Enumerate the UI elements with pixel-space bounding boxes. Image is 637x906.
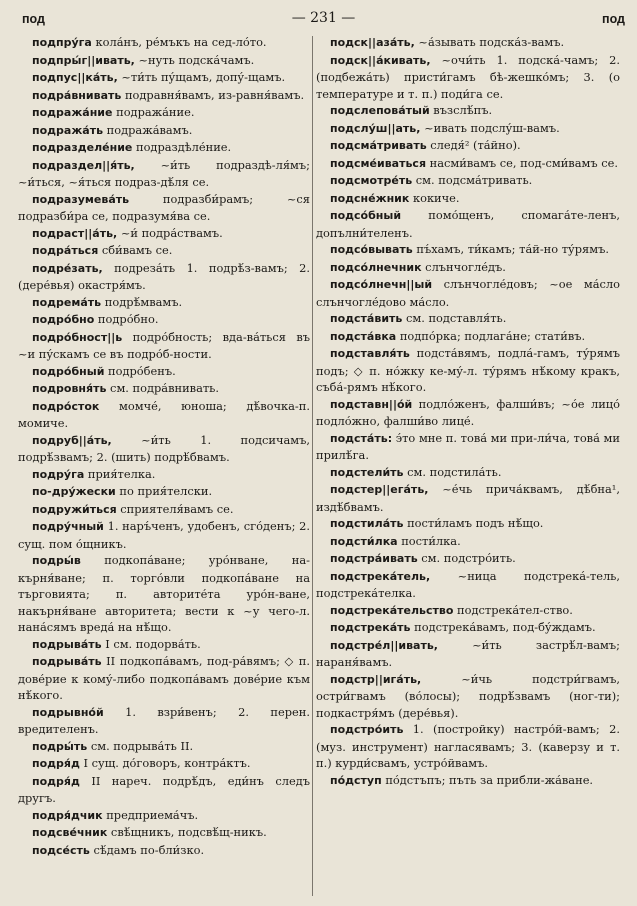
dictionary-entry: [18, 501, 310, 519]
entry-headword: подровня́ть: [32, 382, 107, 395]
entry-headword: подстила́ть: [330, 517, 404, 530]
entry-headword: подсо́бный: [330, 209, 402, 222]
dictionary-entry: [18, 104, 310, 122]
entry-headword: подпус||ка́ть,: [32, 71, 118, 84]
entry-definition: ~ивать подслу́ш-вамъ.: [420, 120, 560, 135]
entry-definition: ~и́ть подраздѣ-ля́мъ; ~и́ться, ~я́ться подраз-дѣ́ля се.: [18, 157, 310, 189]
dictionary-entry: [316, 137, 620, 155]
entry-definition: ~а́зывать подска́з-вамъ.: [414, 35, 565, 49]
dictionary-entry: [316, 345, 620, 396]
entry-headword: подража́ть: [32, 123, 104, 137]
dictionary-entry: [18, 738, 310, 756]
dictionary-entry: [316, 396, 620, 430]
entry-headword: подстрека́тельство: [330, 603, 454, 617]
dictionary-entry: [18, 636, 310, 654]
entry-definition: ~нуть подска́чамъ.: [134, 52, 255, 67]
dictionary-entry: [18, 466, 310, 484]
dictionary-entry: [18, 122, 310, 140]
entry-definition: сби́вамъ се.: [98, 243, 173, 257]
entry-definition: кокиче.: [409, 190, 460, 205]
entry-definition: подравня́вамъ, из-равня́вамъ.: [121, 87, 305, 102]
entry-headword: подпры́г||ивать,: [32, 53, 135, 67]
entry-headword: подря́дчик: [32, 808, 103, 822]
entry-definition: подста́вямъ, подла́-гамъ, ту́рямъ подъ; ◇ п. но́жку ке-му́-л. ту́рямъ нѣ́кому кракъ, съба́-рямъ нѣ́кого.: [316, 346, 620, 394]
entry-headword: подсма́тривать: [330, 139, 427, 152]
entry-headword: подста́вка: [330, 329, 397, 343]
entry-headword: подраздел||я́ть,: [32, 158, 135, 172]
dictionary-entry: [316, 102, 620, 120]
dictionary-entry: [18, 704, 310, 738]
dictionary-entry: [18, 329, 310, 363]
dictionary-entry: [18, 139, 310, 157]
entry-definition: подреза́ть 1. подрѣ́з-вамъ; 2. (дере́вья) окастря́мъ.: [18, 260, 310, 292]
entry-definition: момче́, юноша; дѣ́вочка-п. момиче.: [18, 398, 310, 430]
dictionary-entry: [316, 772, 620, 790]
entry-definition: подло́женъ, фалши́въ; ~о́е лицо́ подло́жно, фалши́во лице́.: [316, 396, 620, 428]
entry-definition: см. подра́внивать.: [106, 381, 220, 395]
entry-definition: ~и́ть 1. подсичамъ, подрѣ́звамъ; 2. (шить) подрѣ́бвамъ.: [18, 432, 310, 464]
entry-definition: помо́щенъ, спомага́те-ленъ, допълни́теленъ.: [316, 208, 620, 240]
dictionary-entry: [316, 533, 620, 551]
dictionary-entry: [18, 842, 310, 860]
entry-definition: сѣ́дамъ по-бли́зко.: [89, 842, 205, 857]
entry-headword: подстра́ивать: [330, 552, 418, 565]
entry-definition: ~ница подстрека́-тель, подстрека́телка.: [316, 568, 620, 600]
entry-headword: подря́д: [32, 774, 80, 788]
entry-headword: подрема́ть: [32, 295, 102, 309]
entry-headword: подсо́лнечник: [330, 260, 422, 274]
entry-definition: подража́ние.: [112, 105, 195, 119]
dictionary-entry: [316, 52, 620, 103]
dictionary-entry: [18, 52, 310, 70]
entry-headword: подстрека́тель,: [330, 569, 431, 583]
entry-headword: подстер||ега́ть,: [330, 483, 429, 496]
entry-definition: насми́вамъ се, под-сми́вамъ се.: [426, 155, 618, 170]
dictionary-entry: [18, 483, 310, 501]
entry-definition: предприема́чъ.: [102, 807, 199, 822]
entry-definition: пъ́хамъ, ти́камъ; та́й-но ту́рямъ.: [412, 242, 609, 256]
entry-headword: подстрека́ть: [330, 621, 411, 634]
dictionary-entry: [18, 191, 310, 225]
dictionary-entry: [316, 637, 620, 671]
entry-definition: подро́бность; вда-ва́ться въ ~и пу́скамъ се въ подро́б-ности.: [18, 329, 310, 361]
entry-definition: подро́бно.: [94, 312, 159, 326]
dictionary-entry: [316, 328, 620, 346]
dictionary-entry: [18, 653, 310, 704]
dictionary-entry: [316, 619, 620, 637]
dictionary-entry: [316, 34, 620, 52]
page-number: — 231 —: [291, 10, 356, 26]
dictionary-entry: [18, 157, 310, 191]
entry-headword: подра́ться: [32, 244, 99, 257]
entry-headword: подро́бно: [32, 313, 95, 326]
header-right-guideword: под: [602, 12, 625, 26]
entry-headword: подсе́сть: [32, 843, 90, 857]
entry-definition: ~очи́ть 1. подска́-чамъ; 2. (подбежа́ть) присти́гамъ бѣ-жешко́мъ; 3. (о температуре и т. п.) поди́га се.: [316, 52, 620, 101]
entry-headword: подразумева́ть: [32, 192, 130, 206]
dictionary-entry: [18, 260, 310, 294]
entry-definition: 1. (постройку) настро́й-вамъ; 2. (муз. инструмент) нагласявамъ; 3. (каверзу и т. п.) курди́свамъ, устро́йвамъ.: [316, 722, 620, 770]
entry-definition: подпо́рка; подлага́не; стати́въ.: [396, 328, 586, 343]
dictionary-entry: [18, 294, 310, 312]
entry-definition: подразби́рамъ; ~ся подразби́ра се, подразумя́ва се.: [18, 191, 310, 223]
entry-headword: подрывно́й: [32, 705, 104, 719]
entry-headword: подре́зать,: [32, 261, 103, 275]
entry-headword: подро́сток: [32, 399, 100, 413]
entry-headword: подставля́ть: [330, 347, 410, 360]
entry-definition: I см. подорва́ть.: [101, 636, 201, 651]
dictionary-entry: [18, 824, 310, 842]
dictionary-entry: [18, 773, 310, 807]
entry-headword: подры́в: [32, 554, 81, 567]
dictionary-entry: [316, 602, 620, 620]
column-divider: [312, 36, 313, 896]
entry-definition: пости́лка.: [397, 533, 461, 548]
entry-headword: подразделе́ние: [32, 141, 133, 154]
entry-headword: подсти́лка: [330, 534, 398, 548]
entry-headword: подстре́л||ивать,: [330, 638, 438, 652]
entry-headword: подстр||ига́ть,: [330, 672, 422, 686]
dictionary-entry: [18, 242, 310, 260]
entry-definition: II нареч. подрѣ́дъ, еди́нъ следъ другъ.: [18, 773, 310, 805]
right-column: [316, 34, 620, 789]
entry-headword: подража́ние: [32, 106, 113, 119]
entry-definition: см. подстила́ть.: [403, 464, 502, 479]
entry-definition: 1. наръ́ченъ, удобенъ, сго́денъ; 2. сущ. пом о́щникъ.: [18, 519, 310, 551]
entry-definition: по́дстъпъ; пъть за прибли-жа́ване.: [381, 772, 594, 787]
entry-definition: см. подрыва́ть II.: [87, 738, 194, 753]
dictionary-entry: [18, 69, 310, 87]
entry-definition: ~ти́ть пу́щамъ, допу́-щамъ.: [117, 70, 286, 84]
entry-headword: подро́бный: [32, 364, 105, 378]
entry-headword: подру́чный: [32, 520, 104, 533]
entry-headword: по́дступ: [330, 773, 382, 787]
entry-headword: подсме́иваться: [330, 156, 427, 170]
dictionary-entry: [18, 807, 310, 825]
entry-headword: подра́внивать: [32, 88, 122, 102]
entry-definition: следя́² (та́йно).: [426, 138, 521, 152]
dictionary-entry: [18, 755, 310, 773]
entry-headword: подрыва́ть: [32, 655, 102, 668]
entry-definition: подстрека́тел-ство.: [453, 602, 573, 617]
entry-definition: см. подставля́ть.: [402, 311, 507, 325]
entry-definition: II подкопа́вамъ, под-ра́вямъ; ◇ п. дове́рие к кому́-либо подкопа́вамъ дове́рие към нѣ́кого.: [18, 654, 310, 702]
entry-definition: възслѣ́пъ.: [429, 103, 493, 117]
dictionary-entry: [18, 34, 310, 52]
entry-definition: пости́ламъ подъ нѣ́що.: [403, 516, 544, 530]
entry-headword: подстро́ить: [330, 723, 404, 736]
dictionary-entry: [316, 190, 620, 208]
entry-definition: слънчогле́довъ; ~ое ма́сло слънчогле́дово ма́сло.: [316, 277, 620, 309]
entry-definition: I сущ. до́говоръ, контра́ктъ.: [79, 756, 251, 770]
dictionary-entry: [316, 310, 620, 328]
dictionary-entry: [316, 515, 620, 533]
dictionary-entry: [316, 481, 620, 515]
entry-definition: прия́телка.: [84, 466, 156, 481]
entry-definition: подкопа́ване; уро́нване, на-кърня́ване; п. торго́вли подкопа́ване на търговията; п. авторите́та уро́н-ване, накърня́ване авторитета; вести к ~у чего-л. нана́сямъ вреда́ на нѣ́що.: [18, 553, 310, 634]
entry-definition: подража́вамъ.: [103, 122, 193, 137]
dictionary-entry: [316, 464, 620, 482]
entry-headword: подсне́жник: [330, 191, 410, 205]
entry-definition: по прия́телски.: [115, 484, 213, 498]
entry-definition: кола́нъ, ре́мъкъ на сед-ло́то.: [91, 35, 267, 49]
entry-definition: подрѣ́мвамъ.: [101, 294, 183, 309]
entry-headword: подслу́ш||ать,: [330, 121, 421, 135]
entry-definition: ~и́чь подстри́гвамъ, остри́гвамъ (во́лосы); подрѣ́звамъ (ног-ти); подкастря́мъ (дере́вья).: [316, 671, 620, 720]
entry-headword: подслепова́тый: [330, 104, 430, 117]
dictionary-entry: [316, 430, 620, 464]
entry-headword: подсмотре́ть: [330, 174, 413, 187]
entry-definition: э́то мне п. това́ ми при-ли́ча, това́ ми прилѣ́га.: [316, 430, 620, 462]
dictionary-entry: [316, 671, 620, 722]
entry-headword: подраст||а́ть,: [32, 226, 118, 240]
entry-headword: подру́га: [32, 467, 85, 481]
header-left-guideword: под: [22, 12, 45, 26]
dictionary-entry: [316, 241, 620, 259]
dictionary-entry: [316, 259, 620, 277]
entry-headword: подружи́ться: [32, 502, 117, 516]
entry-definition: 1. взри́венъ; 2. перен. вредителенъ.: [18, 704, 310, 736]
entry-headword: подпру́га: [32, 36, 92, 49]
dictionary-entry: [316, 207, 620, 241]
entry-headword: подсо́вывать: [330, 243, 413, 256]
entry-headword: подсо́лнечн||ый: [330, 278, 433, 291]
left-column: [18, 34, 310, 859]
entry-definition: слънчогле́дъ.: [421, 259, 506, 274]
entry-definition: см. подсма́тривать.: [412, 173, 533, 187]
entry-definition: свѣ́щникъ, подсвѣ́щ-никъ.: [107, 825, 267, 839]
dictionary-entry: [316, 550, 620, 568]
entry-headword: подсве́чник: [32, 826, 108, 839]
entry-headword: подставн||о́й: [330, 397, 413, 411]
entry-headword: подря́д: [32, 757, 80, 770]
dictionary-entry: [18, 87, 310, 105]
dictionary-entry: [18, 432, 310, 466]
dictionary-entry: [316, 568, 620, 602]
entry-definition: см. подстро́ить.: [417, 551, 516, 565]
entry-definition: подро́бенъ.: [104, 363, 176, 378]
dictionary-entry: [18, 225, 310, 243]
entry-definition: подраздѣле́ние.: [132, 140, 232, 154]
dictionary-entry: [18, 398, 310, 432]
dictionary-entry: [18, 363, 310, 381]
entry-headword: по-дру́жески: [32, 485, 116, 498]
entry-definition: подстрека́вамъ, под-бу́ждамъ.: [410, 620, 596, 634]
entry-headword: подста́вить: [330, 312, 403, 325]
page-header: [22, 6, 625, 28]
entry-headword: подрыва́ть: [32, 637, 102, 651]
entry-headword: подруб||а́ть,: [32, 433, 112, 447]
entry-headword: подро́бност||ь: [32, 330, 123, 344]
entry-definition: ~и́ подра́ствамъ.: [117, 225, 223, 240]
entry-definition: сприятеля́вамъ се.: [116, 501, 234, 516]
entry-headword: подск||а́кивать,: [330, 53, 431, 67]
dictionary-entry: [316, 120, 620, 138]
entry-headword: подры́ть: [32, 739, 88, 753]
dictionary-entry: [18, 380, 310, 398]
dictionary-entry: [18, 552, 310, 636]
entry-definition: ~и́ть застрѣ́л-вамъ; нараня́вамъ.: [316, 637, 620, 669]
dictionary-entry: [316, 276, 620, 310]
dictionary-entry: [316, 721, 620, 772]
entry-headword: подста́ть:: [330, 431, 393, 445]
entry-definition: ~е́чь прича́квамъ, дѣ́бна¹, издѣ́бвамъ.: [316, 482, 620, 514]
entry-headword: подстели́ть: [330, 465, 404, 479]
dictionary-entry: [316, 172, 620, 190]
dictionary-entry: [316, 155, 620, 173]
dictionary-entry: [18, 311, 310, 329]
entry-headword: подск||аза́ть,: [330, 36, 415, 49]
dictionary-entry: [18, 518, 310, 552]
